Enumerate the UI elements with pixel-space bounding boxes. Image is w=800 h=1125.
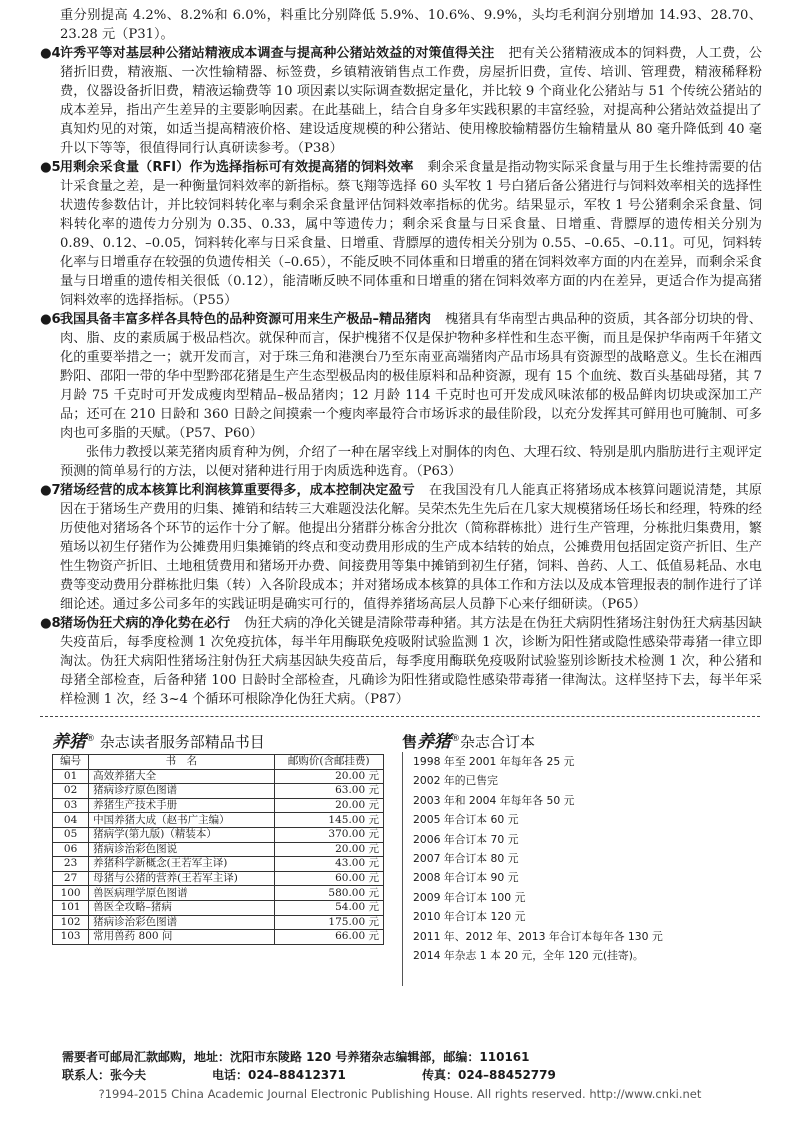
book-title: 兽医病理学原色图谱	[89, 886, 274, 901]
brand-logo-text: 养猪	[52, 732, 86, 752]
book-number: 27	[53, 871, 89, 886]
col-header-price: 邮购价(含邮挂费)	[274, 755, 383, 770]
bound-volume-item: 1998 年至 2001 年每年各 25 元	[413, 755, 575, 768]
bound-volume-title	[402, 726, 762, 752]
book-price: 63.00 元	[274, 784, 383, 799]
copyright-footer: ?1994-2015 China Academic Journal Electronic Publishing House. All rights reserved. http://www.cnki.net	[98, 1087, 702, 1101]
bound-volume-item: 2014 年杂志 1 本 20 元，全年 120 元(挂寄)。	[413, 949, 644, 963]
book-row	[53, 915, 384, 930]
book-number: 23	[53, 857, 89, 872]
book-title: 养猪生产技术手册	[89, 798, 274, 813]
contact-line	[62, 1066, 762, 1084]
book-title: 母猪与公猪的营养(王若军主译)	[89, 871, 274, 886]
book-number: 02	[53, 784, 89, 799]
article-body: 槐猪具有华南型古典品种的资质，其各部分切块的骨、肉、脂、皮的素质属于极品档次。就保种而言，保护槐猪不仅是保护物种多样性和生态平衡，而且是保护华南两千年猪文化的重要举措之一；就开发而言，对于珠三角和港澳台乃至东南亚高端猪肉产品市场具有资源型的战略意义。生长在湘西黔阳、邵阳一带的华中型黔邵花猪是生产生态型极品肉的极佳原料和品种资源，现有 15 个血统、数百头基础母猪，其 7 月龄 75 千克时可开发成瘦肉型精品–极品猪肉；12 月龄 114 千克时也可开发成风味浓郁的极品鲜肉切块或深加工产品；还可在 210 日龄和 360 日龄之间摸索一个瘦肉率最符合市场诉求的最佳阶段，以充分发挥其可鲜用也可腌制、可多肉也可多脂的天赋。（P57、P60）	[60, 312, 762, 441]
article-title: 猪场伪狂犬病的净化势在必行	[60, 616, 231, 631]
book-price: 370.00 元	[274, 827, 383, 842]
brand-logo-text: 养猪	[417, 732, 452, 752]
article-extra-paragraph: 张伟力教授以莱芜猪肉质育种为例，介绍了一种在屠宰线上对胴体的肉色、大理石纹、特别是肌内脂肪进行主观评定预测的简单易行的方法，以便对猪种进行用于肉质选种选育。（P63）	[60, 445, 762, 479]
book-row	[53, 857, 384, 872]
book-number: 06	[53, 842, 89, 857]
registered-mark: ®	[451, 734, 461, 744]
article-item	[40, 614, 762, 709]
book-row	[53, 769, 384, 784]
book-title: 中国养猪大成（赵书广主编）	[89, 813, 274, 828]
book-price: 20.00 元	[274, 842, 383, 857]
bound-volume-panel	[402, 726, 762, 986]
book-row	[53, 886, 384, 901]
book-price: 580.00 元	[274, 886, 383, 901]
book-row	[53, 871, 384, 886]
contact-fax: 传真：024–88452779	[422, 1068, 556, 1082]
bound-volume-item: 2005 年合订本 60 元	[413, 813, 519, 827]
bookshop-title	[52, 726, 392, 752]
contact-person: 联系人：张今夫	[62, 1068, 147, 1082]
book-title: 猪病诊治彩色图谱	[89, 915, 274, 930]
book-table-header	[53, 755, 384, 770]
book-number: 01	[53, 769, 89, 784]
book-number: 101	[53, 900, 89, 915]
book-title: 猪病诊疗原色图谱	[89, 784, 274, 799]
sale-prefix: 售	[402, 733, 418, 751]
article-title: 猪场经营的成本核算比利润核算重要得多，成本控制决定盈亏	[60, 483, 415, 498]
order-address: 需要者可邮局汇款邮购，地址：沈阳市东陵路 120 号养猪杂志编辑部，邮编：110161	[62, 1050, 530, 1064]
book-price: 20.00 元	[274, 798, 383, 813]
continued-paragraph: 重分别提高 4.2%、8.2%和 6.0%，料重比分别降低 5.9%、10.6%、9.9%，头均毛利润分别增加 14.93、28.70、23.28 元（P31）。	[60, 8, 762, 42]
article-body: 把有关公猪精液成本的饲料费，人工费，公猪折旧费，精液瓶、一次性输精器、标签费，乡镇精液销售点工作费，房屋折旧费，宣传、培训、管理费，精液稀释粉费，仪器设备折旧费，精液运输费等 10 项因素以实际调查数据定量化，并比较 9 个商业化公猪站与 51 个传统公猪站的成本差异，指出产生差异的主要影响因素。在此基础上，结合自身多年实践积累的丰富经验，对提高种公猪站效益提出了真知灼见的对策，如适当提高精液价格、建设适度规模的种公猪站、使用橡胶输精器仿生输精量从 80 毫升降低到 40 毫升以下等等，很值得同行认真研读参考。（P38）	[60, 46, 762, 156]
book-row	[53, 930, 384, 945]
book-row	[53, 842, 384, 857]
article-item	[40, 158, 762, 310]
book-row	[53, 900, 384, 915]
article-body: 伪狂犬病的净化关键是清除带毒种猪。其方法是在伪狂犬病阴性猪场注射伪狂犬病基因缺失疫苗后，每季度检测 1 次免疫抗体，每半年用酶联免疫吸附试验监测 1 次，诊断为阳性猪或隐性感染带毒猪一律立即淘汰。伪狂犬病阳性猪场注射伪狂犬病基因缺失疫苗后，每季度用酶联免疫吸附试验鉴别诊断技术检测 1 次，种公猪和母猪全部检查，后备种猪 100 日龄时全部检查，凡确诊为阳性猪或隐性感染带毒猪一律淘汰。这样坚持下去，每半年采样检测 1 次，经 3~4 个循环可根除净化伪狂犬病。（P87）	[60, 616, 762, 707]
book-price: 60.00 元	[274, 871, 383, 886]
book-number: 03	[53, 798, 89, 813]
registered-mark: ®	[86, 734, 95, 744]
bound-volume-item: 2011 年、2012 年、2013 年合订本每年各 130 元	[413, 929, 663, 943]
article-body: 剩余采食量是指动物实际采食量与用于生长维持需要的估计采食量之差，是一种衡量饲料效率的新指标。蔡飞翔等选择 60 头军牧 1 号白猪后备公猪进行与饲料效率相关的选择性状遗传参数估计，并比较饲料转化率与剩余采食量评估饲料效率指标的优劣。结果显示，军牧 1 号公猪剩余采食量、饲料转化率的遗传力分别为 0.35、0.33，属中等遗传力；剩余采食量与日采食量、日增重、背膘厚的遗传相关分别为 0.89、0.12、–0.05，饲料转化率与日采食量、日增重、背膘厚的遗传相关分别为 0.55、–0.65、–0.11。可见，饲料转化率与日增重存在较强的负遗传相关（–0.65），不能反映不同体重和日增重的猪在饲料效率方面的内在差异，而剩余采食量与日增重的遗传相关很低（0.12），能清晰反映不同体重和日增重的猪在饲料效率方面的内在差异，更适合作为提高猪饲料效率的选择指标。（P55）	[60, 160, 763, 308]
article-title: 我国具备丰富多样各具特色的品种资源可用来生产极品–精品猪肉	[60, 312, 432, 327]
article-bullet: ●7	[40, 483, 61, 498]
book-number: 100	[53, 886, 89, 901]
article-item	[40, 481, 762, 614]
bound-volume-item: 2009 年合订本 100 元	[413, 890, 526, 904]
bound-volume-list	[402, 752, 762, 986]
bound-volume-item: 2006 年合订本 70 元	[413, 832, 519, 846]
article-bullet: ●5	[40, 160, 61, 175]
article-list	[40, 6, 762, 709]
article-bullet: ●4	[40, 46, 61, 61]
article-container	[40, 44, 762, 709]
bound-volume-item: 2010 年合订本 120 元	[413, 910, 526, 924]
book-price: 20.00 元	[274, 769, 383, 784]
article-item	[40, 310, 762, 443]
col-header-number: 编号	[53, 755, 89, 770]
article-bullet: ●8	[40, 616, 61, 631]
article-title: 用剩余采食量（RFI）作为选择指标可有效提高猪的饲料效率	[60, 160, 414, 175]
book-number: 102	[53, 915, 89, 930]
contact-phone: 电话：024–88412371	[212, 1068, 346, 1082]
article-body: 在我国没有几人能真正将猪场成本核算问题说清楚，其原因在于猪场生产费用的归集、摊销和结转三大难题没法化解。吴荣杰先生先后在几家大规模猪场任场长和经理，特殊的经历使他对猪场各个环节的运作十分了解。他提出分猪群分栋舍分批次（简称群栋批）进行生产管理，分栋批归集费用，繁殖场以初生仔猪作为公摊费用归集摊销的终点和变动费用形成的生产成本结转的始点，公摊费用包括固定资产折旧、生产性生物资产折旧、土地租赁费用和猪场开办费、间接费用等集中摊销到初生仔猪，饲料、兽药、人工、低值易耗品、水电费等变动费用分群栋批归集（转）入各阶段成本；并对猪场成本核算的具体工作和方法以及成本管理报表的制作进行了详细论述。通过多公司多年的实践证明是确实可行的，值得养猪场高层人员静下心来仔细研读。（P65）	[60, 483, 762, 612]
book-title: 养猪科学新概念(王若军主译)	[89, 857, 274, 872]
contact-block	[62, 1048, 762, 1084]
section-divider	[40, 716, 760, 717]
bound-volume-title-text: 杂志合订本	[460, 733, 536, 751]
bound-volume-item: 2007 年合订本 80 元	[413, 852, 519, 866]
book-title: 常用兽药 800 问	[89, 930, 274, 945]
book-number: 04	[53, 813, 89, 828]
book-row	[53, 813, 384, 828]
book-price: 43.00 元	[274, 857, 383, 872]
bound-volume-item: 2008 年合订本 90 元	[413, 871, 519, 885]
book-price: 66.00 元	[274, 930, 383, 945]
book-number: 103	[53, 930, 89, 945]
article-item	[40, 44, 762, 158]
bound-volume-item: 2002 年的已售完	[413, 774, 498, 788]
book-title: 猪病诊治彩色图说	[89, 842, 274, 857]
book-title: 猪病学(第九版)（精装本）	[89, 827, 274, 842]
col-header-title: 书 名	[89, 755, 274, 770]
book-price: 54.00 元	[274, 900, 383, 915]
book-row	[53, 798, 384, 813]
article-title: 许秀平等对基层种公猪站精液成本调查与提高种公猪站效益的对策值得关注	[60, 46, 495, 61]
book-row	[53, 827, 384, 842]
bookshop-panel	[52, 726, 392, 945]
book-price: 175.00 元	[274, 915, 383, 930]
book-price: 145.00 元	[274, 813, 383, 828]
book-title: 兽医全攻略–猪病	[89, 900, 274, 915]
book-table-body	[53, 769, 384, 944]
bookshop-title-text: 杂志读者服务部精品书目	[95, 733, 265, 751]
book-table	[52, 754, 384, 945]
bound-volume-item: 2003 年和 2004 年每年各 50 元	[413, 793, 575, 807]
book-number: 05	[53, 827, 89, 842]
book-row	[53, 784, 384, 799]
book-title: 高效养猪大全	[89, 769, 274, 784]
article-bullet: ●6	[40, 312, 61, 327]
